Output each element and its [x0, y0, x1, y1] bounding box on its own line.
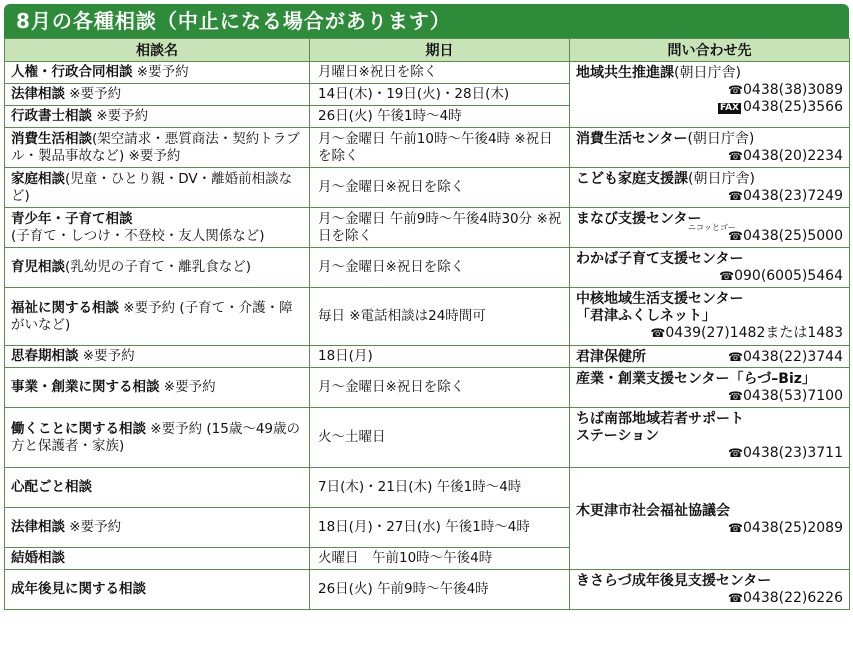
consultation-table	[4, 38, 850, 610]
consult-period: 月～金曜日※祝日を除く	[310, 168, 570, 208]
consult-period: 月～金曜日 午前9時～午後4時30分 ※祝日を除く	[310, 208, 570, 248]
consult-period: 月～金曜日※祝日を除く	[310, 368, 570, 408]
phone-icon: ☎	[728, 520, 743, 535]
table-row	[5, 468, 850, 508]
contact-kisaradzu: きさらづ成年後見支援センター ☎0438(22)6226	[570, 570, 850, 610]
contact-sangyo: 産業・創業支援センター「らづ–Biz」 ☎0438(53)7100	[570, 368, 850, 408]
consult-period: 火～土曜日	[310, 408, 570, 468]
contact-shakyo: 木更津市社会福祉協議会 ☎0438(25)2089	[570, 468, 850, 570]
consult-period: 14日(木)・19日(火)・28日(木)	[310, 84, 570, 106]
consult-name: 思春期相談 ※要予約	[5, 346, 310, 368]
consult-name: 成年後見に関する相談	[5, 570, 310, 610]
header-contact: 問い合わせ先	[570, 39, 850, 62]
phone-icon: ☎	[728, 591, 743, 605]
consult-period: 7日(木)・21日(木) 午後1時～4時	[310, 468, 570, 508]
consult-name: 青少年・子育て相談 (子育て・しつけ・不登校・友人関係など)	[5, 208, 310, 248]
contact-chiba: ちば南部地域若者サポート ステーション ☎0438(23)3711	[570, 408, 850, 468]
table-row	[5, 368, 850, 408]
table-header-row	[5, 39, 850, 62]
contact-shohi: 消費生活センター(朝日庁舎) ☎0438(20)2234	[570, 128, 850, 168]
consult-period: 月～金曜日 午前10時～午後4時 ※祝日を除く	[310, 128, 570, 168]
contact-manabi: まなび支援センター ニコッとゴー ☎0438(25)5000	[570, 208, 850, 248]
contact-kodomo: こども家庭支援課(朝日庁舎) ☎0438(23)7249	[570, 168, 850, 208]
page-title: 8月の各種相談（中止になる場合があります）	[4, 4, 849, 38]
phone-icon: ☎	[728, 446, 743, 460]
table-row	[5, 346, 850, 368]
contact-chukaku: 中核地域生活支援センター 「君津ふくしネット」 ☎0439(27)1482または1483	[570, 288, 850, 346]
table-row	[5, 168, 850, 208]
phone-icon: ☎	[650, 326, 666, 340]
consult-name: 心配ごと相談	[5, 468, 310, 508]
table-row	[5, 128, 850, 168]
consult-period: 火曜日 午前10時～午後4時	[310, 548, 570, 570]
consult-period: 月～金曜日※祝日を除く	[310, 248, 570, 288]
consult-period: 18日(月)	[310, 346, 570, 368]
contact-org: 地域共生推進課(朝日庁舎)	[576, 65, 741, 81]
table-row	[5, 248, 850, 288]
contact-wakaba: わかば子育て支援センター ☎090(6005)5464	[570, 248, 850, 288]
contact-chiiki	[570, 62, 850, 128]
consult-period: 18日(月)・27日(水) 午後1時～4時	[310, 508, 570, 548]
consult-name: 法律相談 ※要予約	[5, 508, 310, 548]
phone-icon: ☎	[728, 189, 743, 203]
ruby-text: ニコッとゴー	[688, 223, 736, 232]
table-row	[5, 570, 850, 610]
consult-name: 人権・行政合同相談 ※要予約	[5, 62, 310, 84]
contact-hokenjo: 君津保健所 ☎0438(22)3744	[570, 346, 850, 368]
phone-icon: ☎	[728, 389, 743, 403]
phone-icon: ☎	[719, 269, 735, 283]
consult-period: 26日(火) 午前9時～午後4時	[310, 570, 570, 610]
consult-name: 事業・創業に関する相談 ※要予約	[5, 368, 310, 408]
consult-name: 法律相談 ※要予約	[5, 84, 310, 106]
phone-icon: ☎	[728, 350, 743, 364]
consult-name: 結婚相談	[5, 548, 310, 570]
phone-icon: ☎	[728, 229, 743, 243]
consult-name: 働くことに関する相談 ※要予約 (15歳～49歳の方と保護者・家族)	[5, 408, 310, 468]
consult-period: 26日(火) 午後1時～4時	[310, 106, 570, 128]
header-name: 相談名	[5, 39, 310, 62]
phone-icon: ☎	[728, 83, 743, 97]
consult-name: 行政書士相談 ※要予約	[5, 106, 310, 128]
consult-name: 消費生活相談(架空請求・悪質商法・契約トラブル・製品事故など) ※要予約	[5, 128, 310, 168]
table-row	[5, 408, 850, 468]
header-period: 期日	[310, 39, 570, 62]
phone-icon: ☎	[728, 149, 743, 163]
consult-name: 家庭相談(児童・ひとり親・DV・離婚前相談など)	[5, 168, 310, 208]
contact-fax: FAX 0438(25)3566	[719, 99, 843, 115]
table-row	[5, 62, 850, 84]
fax-icon: FAX	[719, 103, 739, 113]
consultation-panel	[4, 4, 849, 610]
table-row	[5, 208, 850, 248]
consult-period: 毎日 ※電話相談は24時間可	[310, 288, 570, 346]
consult-name: 福祉に関する相談 ※要予約 (子育て・介護・障がいなど)	[5, 288, 310, 346]
contact-tel: ☎0438(38)3089	[728, 82, 843, 98]
table-row	[5, 288, 850, 346]
consult-period: 月曜日※祝日を除く	[310, 62, 570, 84]
consult-name: 育児相談(乳幼児の子育て・離乳食など)	[5, 248, 310, 288]
